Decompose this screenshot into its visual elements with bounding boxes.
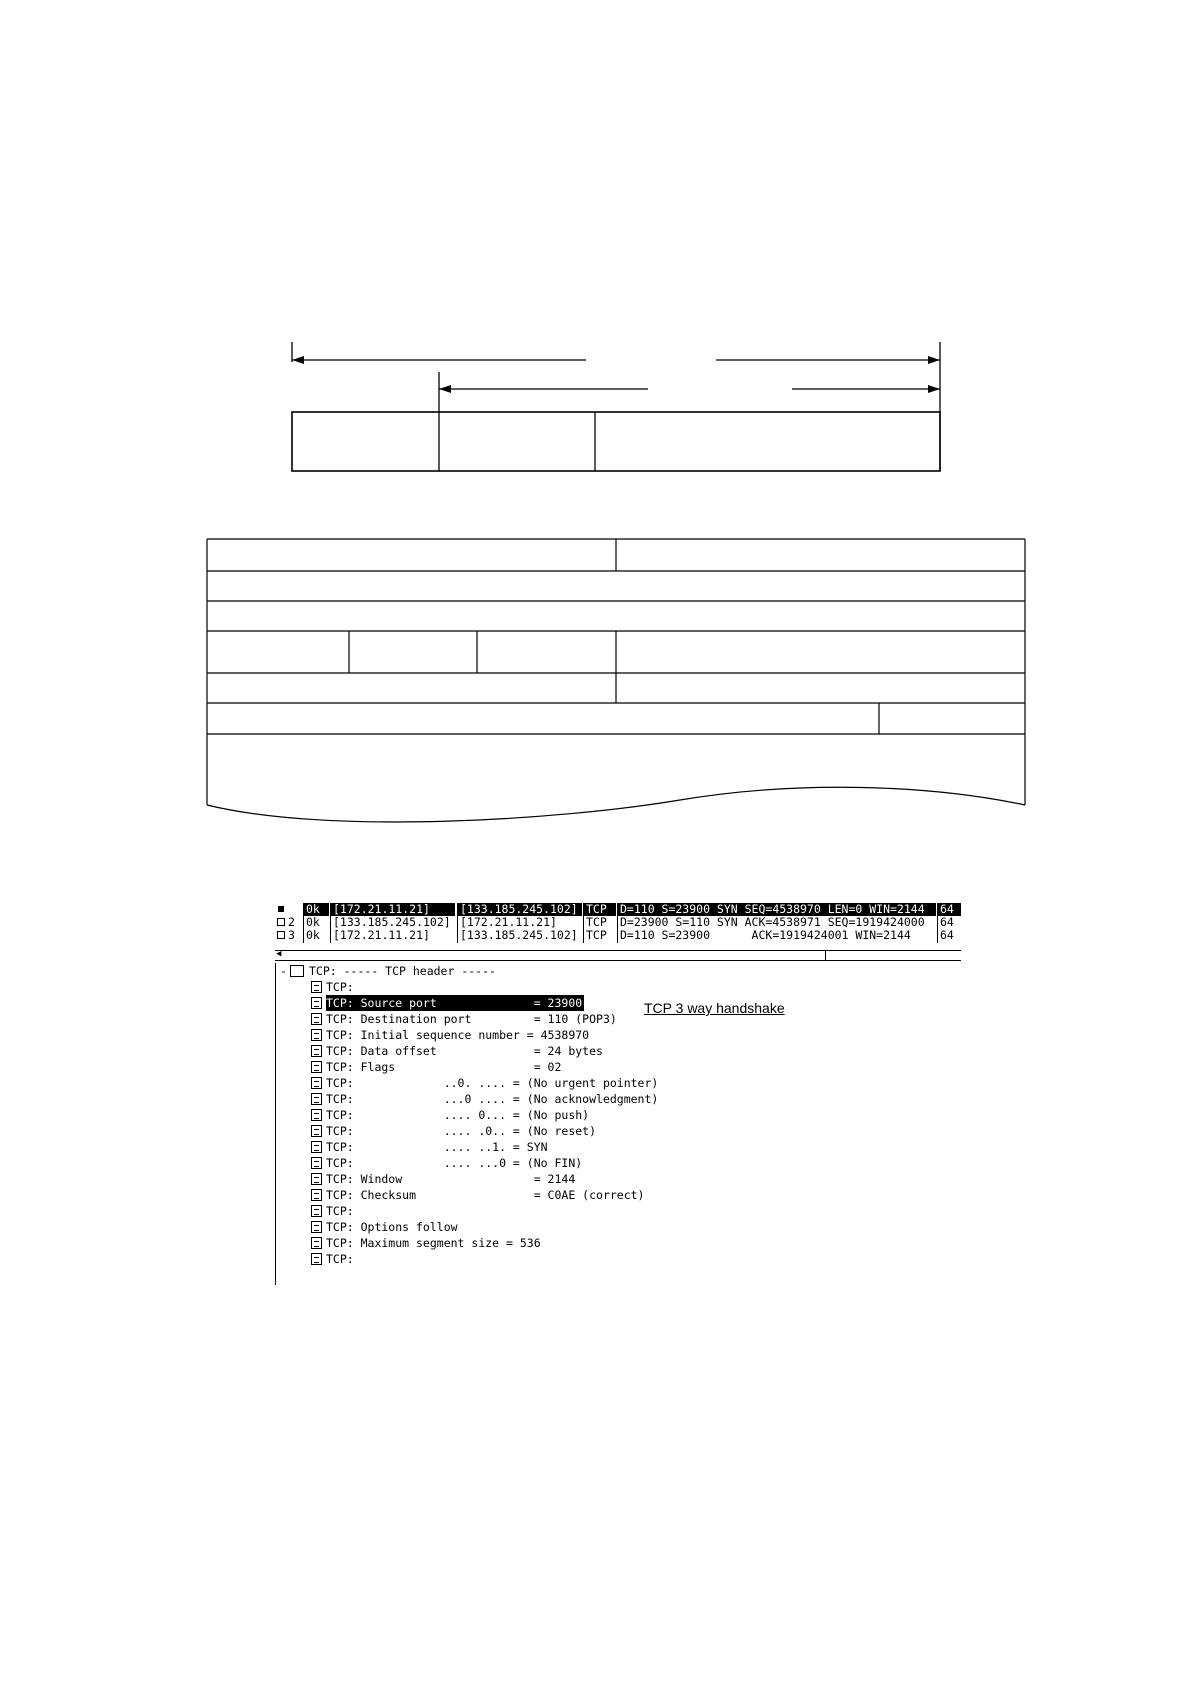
packet-row[interactable]: 3 0k [172.21.11.21] [133.185.245.102] TCP D=110 S=23900 ACK=1919424001 WIN=2144 64 — [275, 929, 961, 942]
tree-row-text: TCP: .... ..1. = SYN — [326, 1140, 548, 1154]
tree-row-text: TCP: — [326, 1204, 354, 1218]
packet-list — [275, 903, 961, 951]
document-icon — [311, 1093, 322, 1105]
document-icon — [311, 1205, 322, 1217]
tree-row-text: TCP: Initial sequence number = 4538970 — [326, 1028, 590, 1042]
document-icon — [311, 1157, 322, 1169]
document-icon — [311, 1045, 322, 1057]
collapse-toggle[interactable]: - — [280, 964, 287, 978]
tree-row-text: TCP: Checksum = C0AE (correct) — [326, 1188, 645, 1202]
document-icon — [311, 1189, 322, 1201]
tree-row-text: TCP: Data offset = 24 bytes — [326, 1044, 603, 1058]
document-icon — [311, 997, 322, 1009]
packet-row[interactable]: 2 0k [133.185.245.102] [172.21.11.21] TCP D=23900 S=110 SYN ACK=4538971 SEQ=1919424000 64 — [275, 916, 961, 929]
horizontal-scrollbar[interactable] — [275, 950, 961, 961]
document-icon — [311, 1029, 322, 1041]
document-icon — [311, 1253, 322, 1265]
packet-capture-window — [275, 903, 961, 1285]
packet-row[interactable]: 1 0k [172.21.11.21] [133.185.245.102] TCP D=110 S=23900 SYN SEQ=4538970 LEN=0 WIN=2144 64 — [275, 903, 961, 916]
tree-row-text: TCP: — [326, 980, 354, 994]
segment-diagram — [0, 0, 1190, 830]
document-icon — [311, 1013, 322, 1025]
document-icon — [311, 1109, 322, 1121]
tree-row-text: TCP: .... 0... = (No push) — [326, 1108, 590, 1122]
tree-row-text: TCP: .... ...0 = (No FIN) — [326, 1156, 583, 1170]
packet-checkbox[interactable] — [277, 918, 285, 926]
document-icon — [311, 1173, 322, 1185]
tree-row-text: TCP: — [326, 1252, 354, 1266]
header-format-table — [207, 539, 1025, 822]
document-icon — [311, 1077, 322, 1089]
protocol-icon — [290, 965, 304, 977]
tree-row-text: TCP: Source port = 23900 — [326, 996, 583, 1010]
tree-row-text: TCP: .... .0.. = (No reset) — [326, 1124, 597, 1138]
tree-row-text: TCP: Options follow — [326, 1220, 458, 1234]
arrow-left-icon[interactable]: ◀ — [276, 949, 282, 959]
document-icon — [311, 1141, 322, 1153]
packet-detail-tree — [275, 963, 962, 1285]
tree-row-text: TCP: Window = 2144 — [326, 1172, 576, 1186]
tree-root[interactable]: - TCP: ----- TCP header ----- — [280, 964, 496, 978]
document-icon — [311, 1125, 322, 1137]
handshake-callout: TCP 3 way handshake — [644, 1000, 785, 1016]
tree-row-text: TCP: Maximum segment size = 536 — [326, 1236, 541, 1250]
tree-row-text: TCP: Flags = 02 — [326, 1060, 562, 1074]
document-icon — [311, 1061, 322, 1073]
tree-row-text: TCP: ...0 .... = (No acknowledgment) — [326, 1092, 659, 1106]
document-icon — [311, 1237, 322, 1249]
document-icon — [311, 1221, 322, 1233]
packet-checkbox[interactable] — [277, 905, 285, 913]
tree-row-text: TCP: ..0. .... = (No urgent pointer) — [326, 1076, 659, 1090]
packet-checkbox[interactable] — [277, 931, 285, 939]
tree-row-text: TCP: Destination port = 110 (POP3) — [326, 1012, 617, 1026]
document-icon — [311, 981, 322, 993]
